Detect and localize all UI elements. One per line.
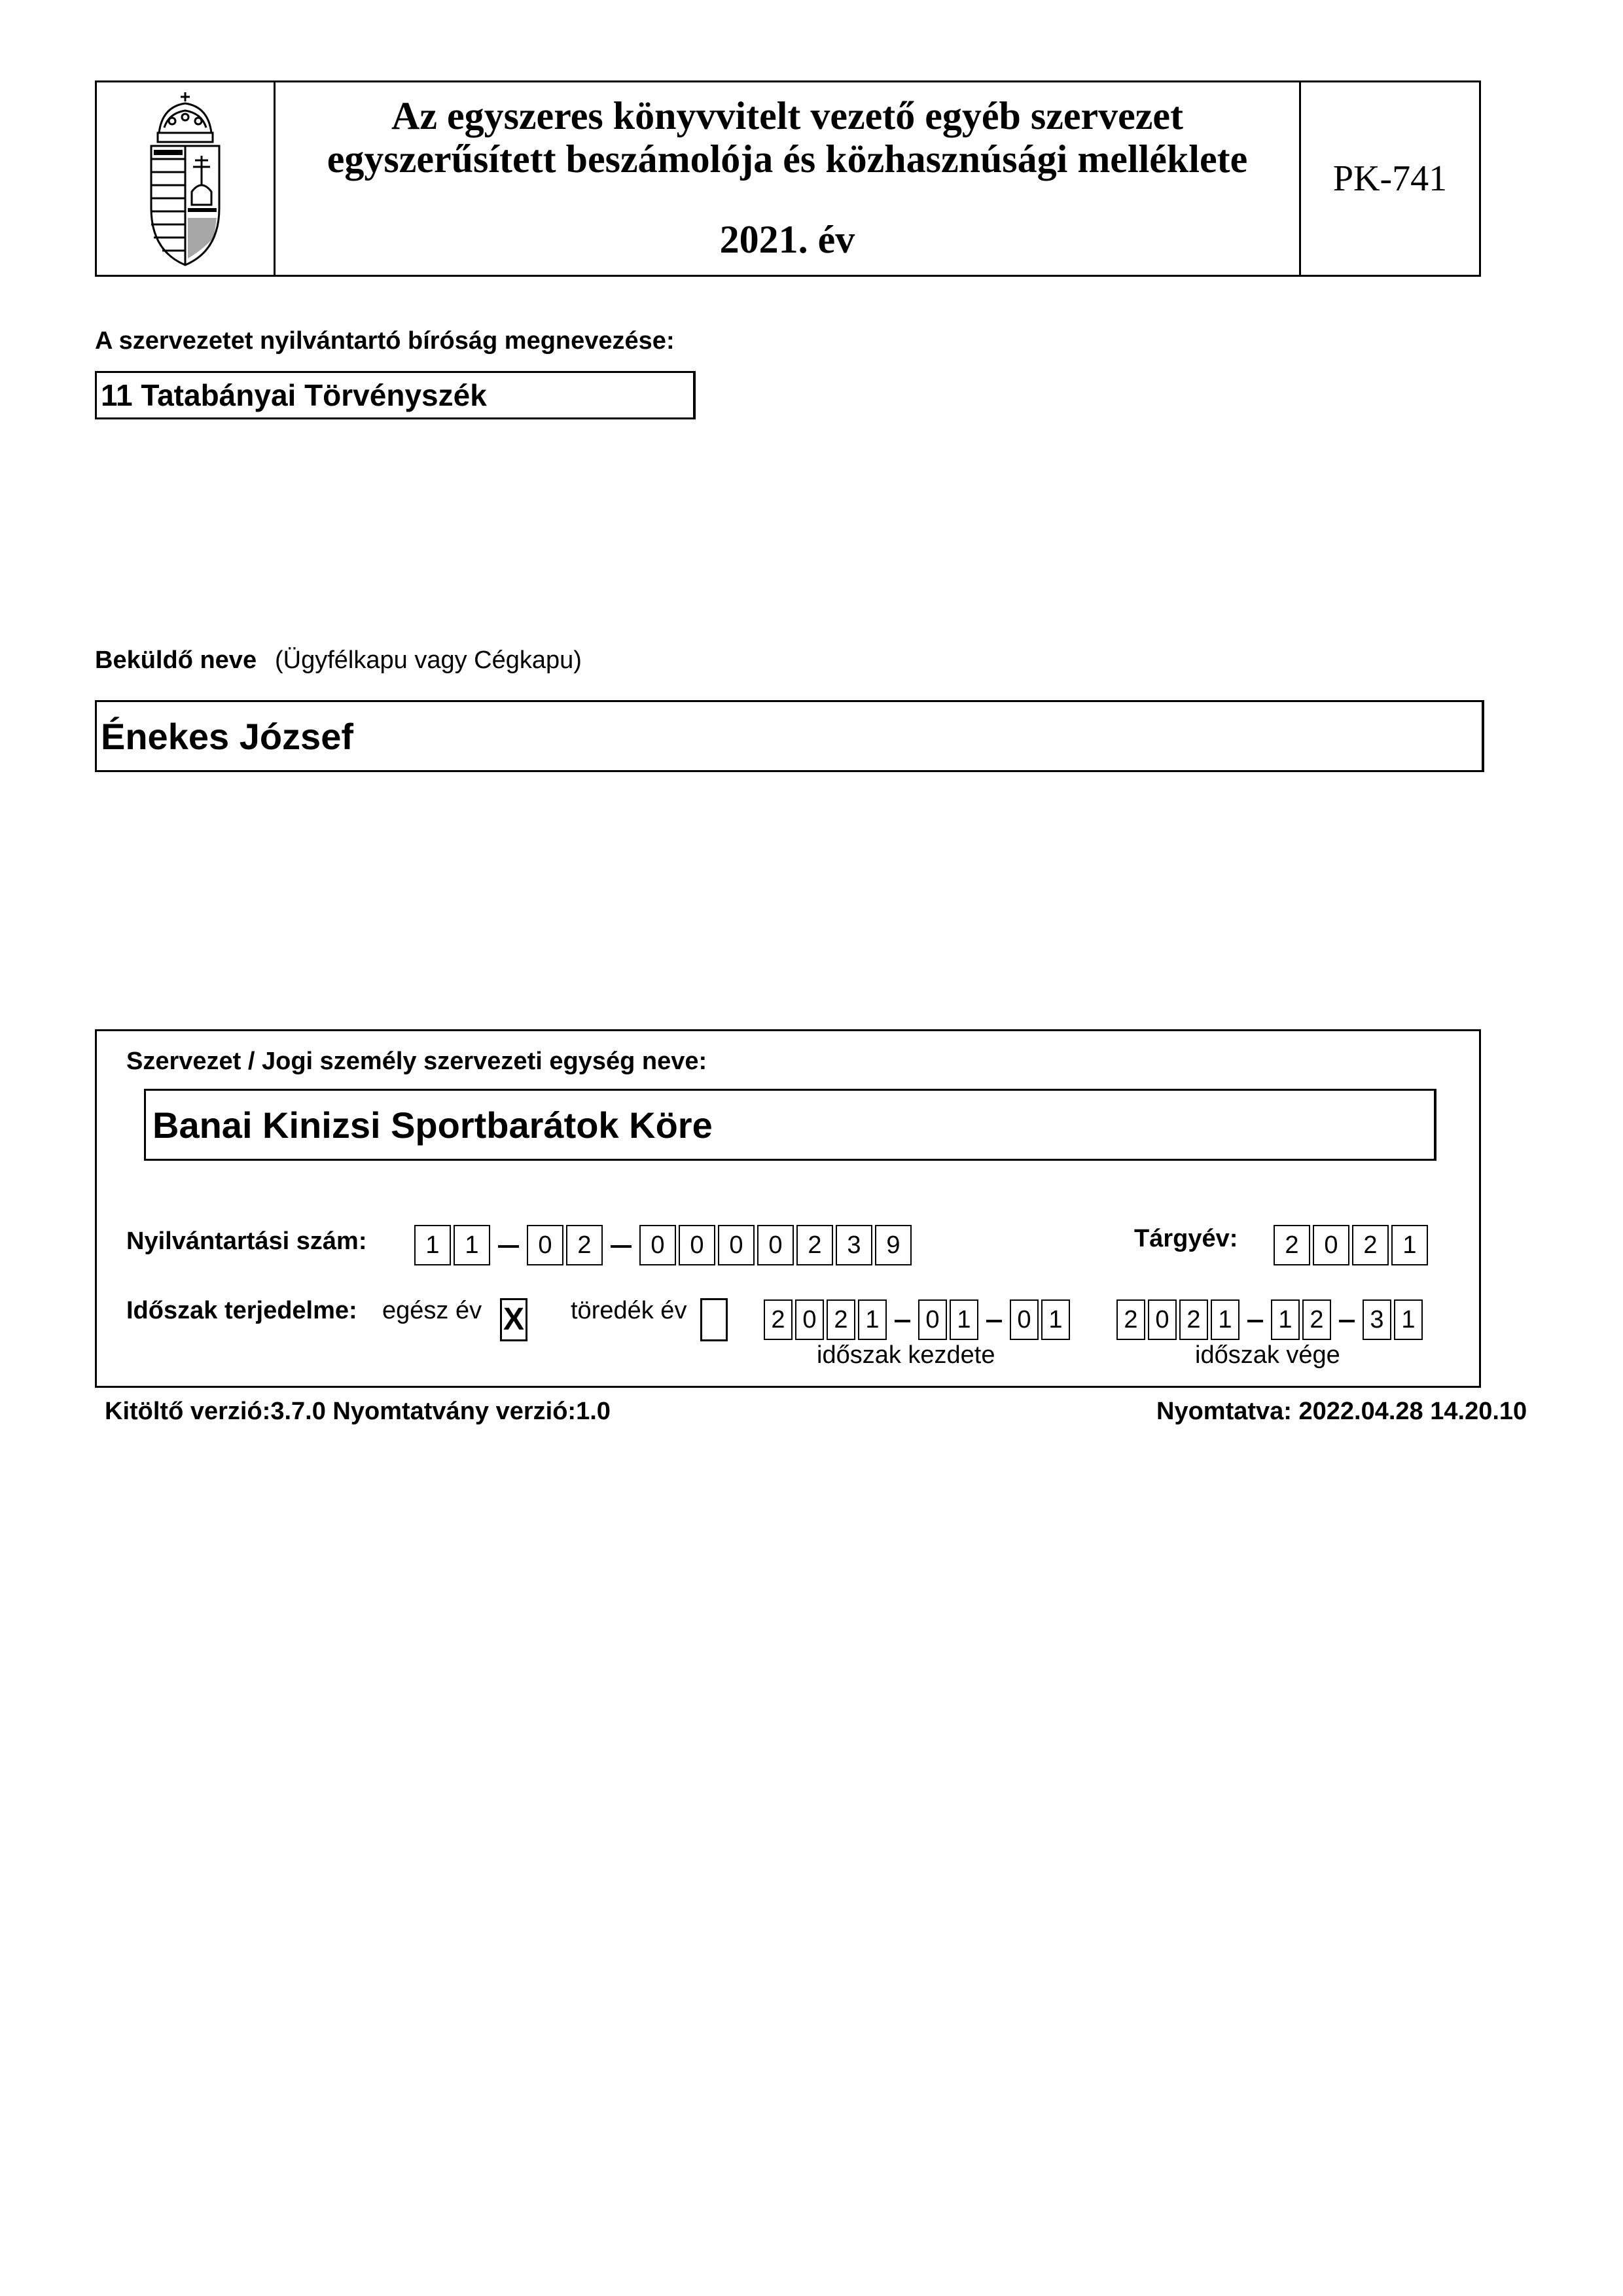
court-field[interactable]: 11 Tatabányai Törvényszék <box>95 371 696 419</box>
dash-separator <box>981 1299 1007 1340</box>
reg-digit: 9 <box>875 1225 912 1265</box>
version-info: Kitöltő verzió:3.7.0 Nyomtatvány verzió:1.0 <box>105 1398 611 1425</box>
reg-digit: 0 <box>718 1225 755 1265</box>
reg-number-label: Nyilvántartási szám: <box>126 1227 367 1255</box>
reg-digit: 0 <box>679 1225 715 1265</box>
coat-of-arms-icon <box>139 87 231 270</box>
fraction-year-label: töredék év <box>571 1297 687 1324</box>
dash-separator <box>605 1225 637 1265</box>
period-start-label: időszak kezdete <box>817 1341 995 1369</box>
reg-digit: 3 <box>836 1225 872 1265</box>
target-year-label: Tárgyév: <box>1134 1225 1238 1252</box>
period-end-label: időszak vége <box>1195 1341 1340 1369</box>
sender-hint: (Ügyfélkapu vagy Cégkapu) <box>275 646 582 674</box>
period-label: Időszak terjedelme: <box>126 1297 357 1324</box>
start-digit: 0 <box>918 1299 947 1340</box>
start-digit: 1 <box>950 1299 978 1340</box>
target-year-cells[interactable] <box>1274 1225 1431 1265</box>
period-start-cells[interactable] <box>764 1299 1073 1340</box>
end-digit: 1 <box>1211 1299 1240 1340</box>
sender-field[interactable]: Énekes József <box>95 700 1484 772</box>
period-end-cells[interactable] <box>1116 1299 1425 1340</box>
year-digit: 1 <box>1391 1225 1428 1265</box>
fraction-year-checkbox[interactable] <box>700 1298 728 1341</box>
end-digit: 0 <box>1148 1299 1177 1340</box>
reg-number-cells[interactable] <box>414 1225 914 1265</box>
whole-year-label: egész év <box>382 1297 482 1324</box>
end-digit: 2 <box>1302 1299 1331 1340</box>
form-code: PK-741 <box>1299 82 1479 275</box>
reg-digit: 0 <box>757 1225 794 1265</box>
whole-year-checkbox[interactable]: X <box>500 1298 527 1341</box>
start-digit: 0 <box>795 1299 824 1340</box>
end-digit: 3 <box>1363 1299 1391 1340</box>
court-label: A szervezetet nyilvántartó bíróság megnevezése: <box>95 327 675 355</box>
dash-separator <box>1334 1299 1360 1340</box>
printed-timestamp: Nyomtatva: 2022.04.28 14.20.10 <box>1156 1398 1527 1425</box>
dash-separator <box>493 1225 524 1265</box>
dash-separator <box>1242 1299 1268 1340</box>
form-header <box>95 80 1481 277</box>
crest-cell <box>97 82 276 275</box>
title-line-1: Az egyszeres könyvvitelt vezető egyéb szervezet <box>391 94 1184 137</box>
reg-digit: 2 <box>796 1225 833 1265</box>
reg-digit: 2 <box>566 1225 603 1265</box>
form-title <box>276 94 1299 181</box>
year-digit: 2 <box>1274 1225 1310 1265</box>
start-digit: 2 <box>764 1299 793 1340</box>
reg-digit: 1 <box>414 1225 451 1265</box>
reg-digit: 0 <box>527 1225 563 1265</box>
org-name-label: Szervezet / Jogi személy szervezeti egység neve: <box>126 1048 707 1075</box>
dash-separator <box>889 1299 916 1340</box>
start-digit: 2 <box>827 1299 855 1340</box>
reg-digit: 1 <box>454 1225 490 1265</box>
year-digit: 0 <box>1313 1225 1349 1265</box>
sender-label: Beküldő neve <box>95 646 257 674</box>
start-digit: 0 <box>1010 1299 1039 1340</box>
form-year: 2021. év <box>719 218 855 261</box>
end-digit: 1 <box>1394 1299 1423 1340</box>
year-digit: 2 <box>1352 1225 1389 1265</box>
title-line-2: egyszerűsített beszámolója és közhasznúsági melléklete <box>327 137 1248 181</box>
end-digit: 2 <box>1179 1299 1208 1340</box>
start-digit: 1 <box>1041 1299 1070 1340</box>
reg-digit: 0 <box>639 1225 676 1265</box>
start-digit: 1 <box>858 1299 887 1340</box>
end-digit: 2 <box>1116 1299 1145 1340</box>
end-digit: 1 <box>1271 1299 1300 1340</box>
org-name-field[interactable]: Banai Kinizsi Sportbarátok Köre <box>144 1089 1436 1161</box>
